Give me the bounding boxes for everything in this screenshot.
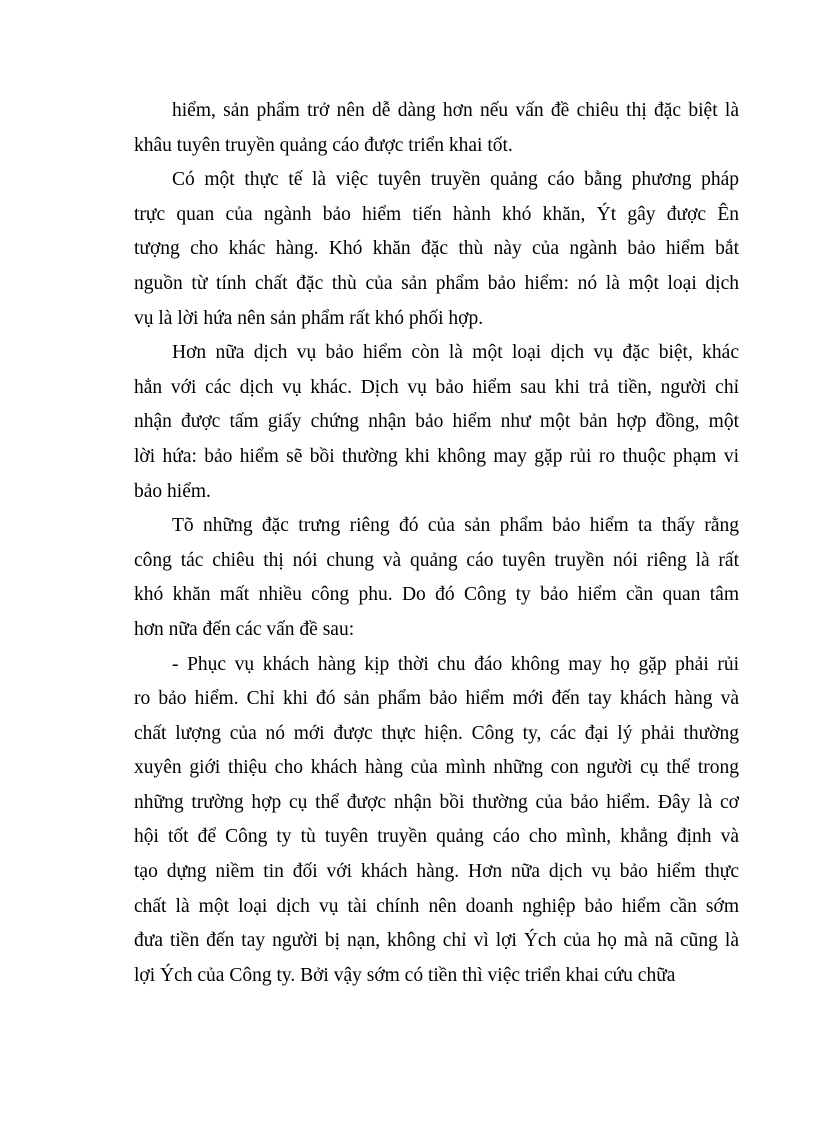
text-line: chất lượng của nó mới được thực hiện. Công ty, các đại lý phải thường xyxy=(134,722,739,744)
text-line: công tác chiêu thị nói chung và quảng cáo tuyên truyền nói riêng là rất xyxy=(134,549,739,571)
text-line: bảo hiểm. xyxy=(134,480,211,502)
paragraph xyxy=(134,163,739,336)
text-line: khâu tuyên truyền quảng cáo được triển khai tốt. xyxy=(134,134,513,156)
text-line: hẳn với các dịch vụ khác. Dịch vụ bảo hiểm sau khi trả tiền, người chỉ xyxy=(134,376,739,398)
body-text xyxy=(134,94,739,993)
text-line: Hơn nữa dịch vụ bảo hiểm còn là một loại dịch vụ đặc biệt, khác xyxy=(172,342,739,364)
text-line: ro bảo hiểm. Chỉ khi đó sản phẩm bảo hiểm mới đến tay khách hàng và xyxy=(134,688,739,710)
paragraph xyxy=(134,94,739,163)
paragraph xyxy=(134,648,739,994)
paragraph xyxy=(134,509,739,647)
text-line: hiểm, sản phẩm trở nên dễ dàng hơn nếu vấn đề chiêu thị đặc biệt là xyxy=(172,100,739,121)
paragraph xyxy=(134,336,739,509)
text-line: khó khăn mất nhiều công phu. Do đó Công ty bảo hiểm cần quan tâm xyxy=(134,584,739,606)
text-line: đưa tiền đến tay người bị nạn, không chỉ vì lợi Ých của họ mà nã cũng là xyxy=(134,930,739,952)
text-line: hội tốt để Công ty tù tuyên truyền quảng cáo cho mình, khẳng định và xyxy=(134,826,739,848)
text-line: trực quan của ngành bảo hiểm tiến hành khó khăn, Ýt gây được Ên xyxy=(134,203,739,225)
text-line: tượng cho khác hàng. Khó khăn đặc thù này của ngành bảo hiểm bắt xyxy=(134,238,739,260)
text-line: vụ là lời hứa nên sản phẩm rất khó phối hợp. xyxy=(134,307,484,329)
text-line: tạo dựng niềm tin đối với khách hàng. Hơn nữa dịch vụ bảo hiểm thực xyxy=(134,861,739,883)
text-line: nguồn từ tính chất đặc thù của sản phẩm bảo hiểm: nó là một loại dịch xyxy=(134,272,739,294)
text-line: lợi Ých của Công ty. Bởi vậy sớm có tiền thì việc triển khai cứu chữa xyxy=(134,964,676,986)
text-line: - Phục vụ khách hàng kịp thời chu đáo không may họ gặp phải rủi xyxy=(172,653,739,675)
text-line: Có một thực tế là việc tuyên truyền quảng cáo bằng phương pháp xyxy=(172,169,739,191)
text-line: Tõ những đặc trưng riêng đó của sản phẩm bảo hiểm ta thấy rằng xyxy=(172,515,739,537)
text-line: chất là một loại dịch vụ tài chính nên doanh nghiệp bảo hiểm cần sớm xyxy=(134,895,739,917)
text-line: hơn nữa đến các vấn đề sau: xyxy=(134,618,355,640)
text-line: lời hứa: bảo hiểm sẽ bồi thường khi không may gặp rủi ro thuộc phạm vi xyxy=(134,445,739,467)
text-line: nhận được tấm giấy chứng nhận bảo hiểm như một bản hợp đồng, một xyxy=(134,411,739,433)
text-line: xuyên giới thiệu cho khách hàng của mình những con người cụ thể trong xyxy=(134,757,739,779)
text-line: những trường hợp cụ thể được nhận bồi thường của bảo hiểm. Đây là cơ xyxy=(134,791,739,813)
